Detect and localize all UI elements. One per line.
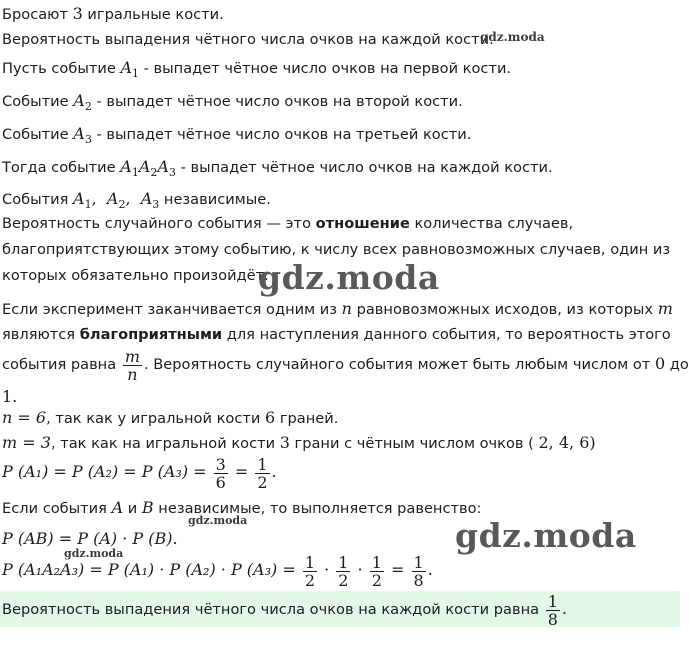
bold-term: отношение <box>315 215 410 232</box>
text: независимые, то выполняется равенство: <box>153 500 482 517</box>
text: независимые. <box>159 191 271 208</box>
fraction-1-8 <box>412 554 426 589</box>
math-op: = <box>385 560 410 579</box>
text: равновозможных исходов, из которых <box>351 301 658 318</box>
math-period: . <box>427 560 433 579</box>
denominator: 2 <box>371 570 382 590</box>
text: Событие <box>2 93 74 110</box>
math-period: . <box>561 599 567 618</box>
denominator: 2 <box>338 570 349 590</box>
numerator: 1 <box>413 552 424 572</box>
math-var: A <box>73 189 85 208</box>
math-number: 6 <box>265 408 276 427</box>
math-var: A <box>120 58 133 77</box>
fraction-m-over-n <box>123 348 142 383</box>
numerator: 1 <box>257 454 268 474</box>
watermark-small: gdz.moda <box>188 514 248 527</box>
text: Пусть событие <box>2 60 121 77</box>
text: и <box>123 500 142 517</box>
math-period: . <box>271 462 277 481</box>
watermark-small: gdz.moda <box>64 547 124 560</box>
text: , так как на игральной кости <box>50 435 280 452</box>
text: - выпадет чётное число очков на каждой кости. <box>175 159 553 176</box>
line-event-product <box>2 155 553 185</box>
math-var: m <box>657 299 673 318</box>
math-expr: P (A₁) = P (A₂) = P (A₃) = <box>2 462 212 481</box>
denominator: 2 <box>257 472 268 492</box>
numerator: 1 <box>304 552 316 572</box>
text: события равна <box>2 356 121 373</box>
numerator: 3 <box>215 454 226 474</box>
math-sub: 1 <box>131 166 139 179</box>
math-var: A <box>106 189 119 208</box>
math-comma: , <box>125 189 141 208</box>
text: для наступления данного события, то вероятность этого <box>222 326 671 343</box>
fraction-3-6 <box>214 456 228 491</box>
math-sub: 2 <box>118 198 126 211</box>
line-dice-count <box>2 2 224 27</box>
watermark-large: gdz.moda <box>455 516 637 555</box>
text: События <box>2 191 74 208</box>
math-paren: ) <box>589 433 596 452</box>
line-definition-3: которых обязательно произойдёт. <box>2 267 269 284</box>
math-sub: 2 <box>84 100 92 113</box>
text: - выпадет чётное число очков на второй кости. <box>91 93 463 110</box>
text: Если эксперимент заканчивается одним из <box>2 301 342 318</box>
fraction-1-2 <box>303 554 317 589</box>
math-sub: 1 <box>132 67 140 80</box>
text: Если события <box>2 500 112 517</box>
answer-fraction <box>546 593 560 628</box>
fraction-1-2 <box>255 456 269 491</box>
denominator: n <box>123 365 142 383</box>
math-number: 3 <box>279 433 290 452</box>
line-event-a3 <box>2 122 471 152</box>
math-expr: P (A₁A₂A₃) = P (A₁) · P (A₂) · P (A₃) = <box>2 560 301 579</box>
math-var: A <box>138 157 151 176</box>
line-n-value <box>2 406 338 431</box>
math-op: · <box>319 560 335 579</box>
math-number: 1. <box>2 387 18 406</box>
fraction-1-2 <box>370 554 384 589</box>
text: . Вероятность случайного события может быть любым числом от <box>143 356 655 373</box>
math-sub: 3 <box>152 198 160 211</box>
numerator: 1 <box>371 552 382 572</box>
math-var: A <box>73 124 85 143</box>
text: грани с чётным числом очков ( <box>289 435 539 452</box>
math-var: A <box>157 157 169 176</box>
denominator: 8 <box>547 609 558 629</box>
math-expr: n = 6 <box>2 408 47 427</box>
math-number: 3 <box>72 4 83 23</box>
text: - выпадет чётное число очков на первой кости. <box>139 60 512 77</box>
answer-box <box>0 591 680 627</box>
text: Вероятность выпадения чётного числа очков на каждой кости равна <box>2 601 544 618</box>
text: до <box>665 356 689 373</box>
math-var: A <box>140 189 153 208</box>
line-definition-1 <box>2 212 573 236</box>
text: являются <box>2 326 80 343</box>
text: - выпадет чётное число очков на третьей кости. <box>91 126 472 143</box>
line-definition-2: благоприятствующих этому событию, к числу всех равновозможных случаев, один из <box>2 241 671 258</box>
math-op: = <box>229 462 254 481</box>
math-var: n <box>341 299 352 318</box>
math-set: 2, 4, 6 <box>538 433 590 452</box>
math-var: A <box>111 498 124 517</box>
text: игральные кости. <box>82 6 224 23</box>
line-event-a1 <box>2 56 511 86</box>
math-sub: 2 <box>150 166 158 179</box>
math-expr: P (AB) = P (A) · P (B). <box>2 529 178 548</box>
watermark-small: gdz.moda <box>480 30 545 44</box>
math-number: 0 <box>654 354 666 373</box>
text: Событие <box>2 126 74 143</box>
text: граней. <box>275 410 339 427</box>
denominator: 2 <box>304 570 316 590</box>
line-experiment-1 <box>2 297 673 322</box>
text: Вероятность случайного события — это <box>2 215 316 232</box>
text: Тогда событие <box>2 159 121 176</box>
line-probability-each <box>2 452 277 493</box>
math-sub: 1 <box>84 198 92 211</box>
fraction-1-2 <box>336 554 350 589</box>
math-comma: , <box>91 189 107 208</box>
text: количества случаев, <box>409 215 574 232</box>
math-sub: 3 <box>84 133 92 146</box>
text: , так как у игральной кости <box>46 410 265 427</box>
numerator: m <box>124 346 140 366</box>
line-event-a2 <box>2 89 463 119</box>
math-var: A <box>120 157 132 176</box>
text: Бросают <box>2 6 73 23</box>
line-problem-question: Вероятность выпадения чётного числа очков на каждой кости. <box>2 31 494 48</box>
numerator: 1 <box>338 552 349 572</box>
math-var: A <box>73 91 85 110</box>
numerator: 1 <box>547 591 558 611</box>
line-experiment-3 <box>2 344 689 385</box>
bold-term: благоприятными <box>79 326 223 343</box>
math-var: B <box>141 498 154 517</box>
watermark-large: gdz.moda <box>258 258 440 297</box>
math-expr: m = 3 <box>2 433 51 452</box>
denominator: 8 <box>413 570 424 590</box>
answer-line <box>2 591 567 628</box>
denominator: 6 <box>215 472 226 492</box>
math-op: · <box>352 560 368 579</box>
math-sub: 3 <box>168 166 176 179</box>
